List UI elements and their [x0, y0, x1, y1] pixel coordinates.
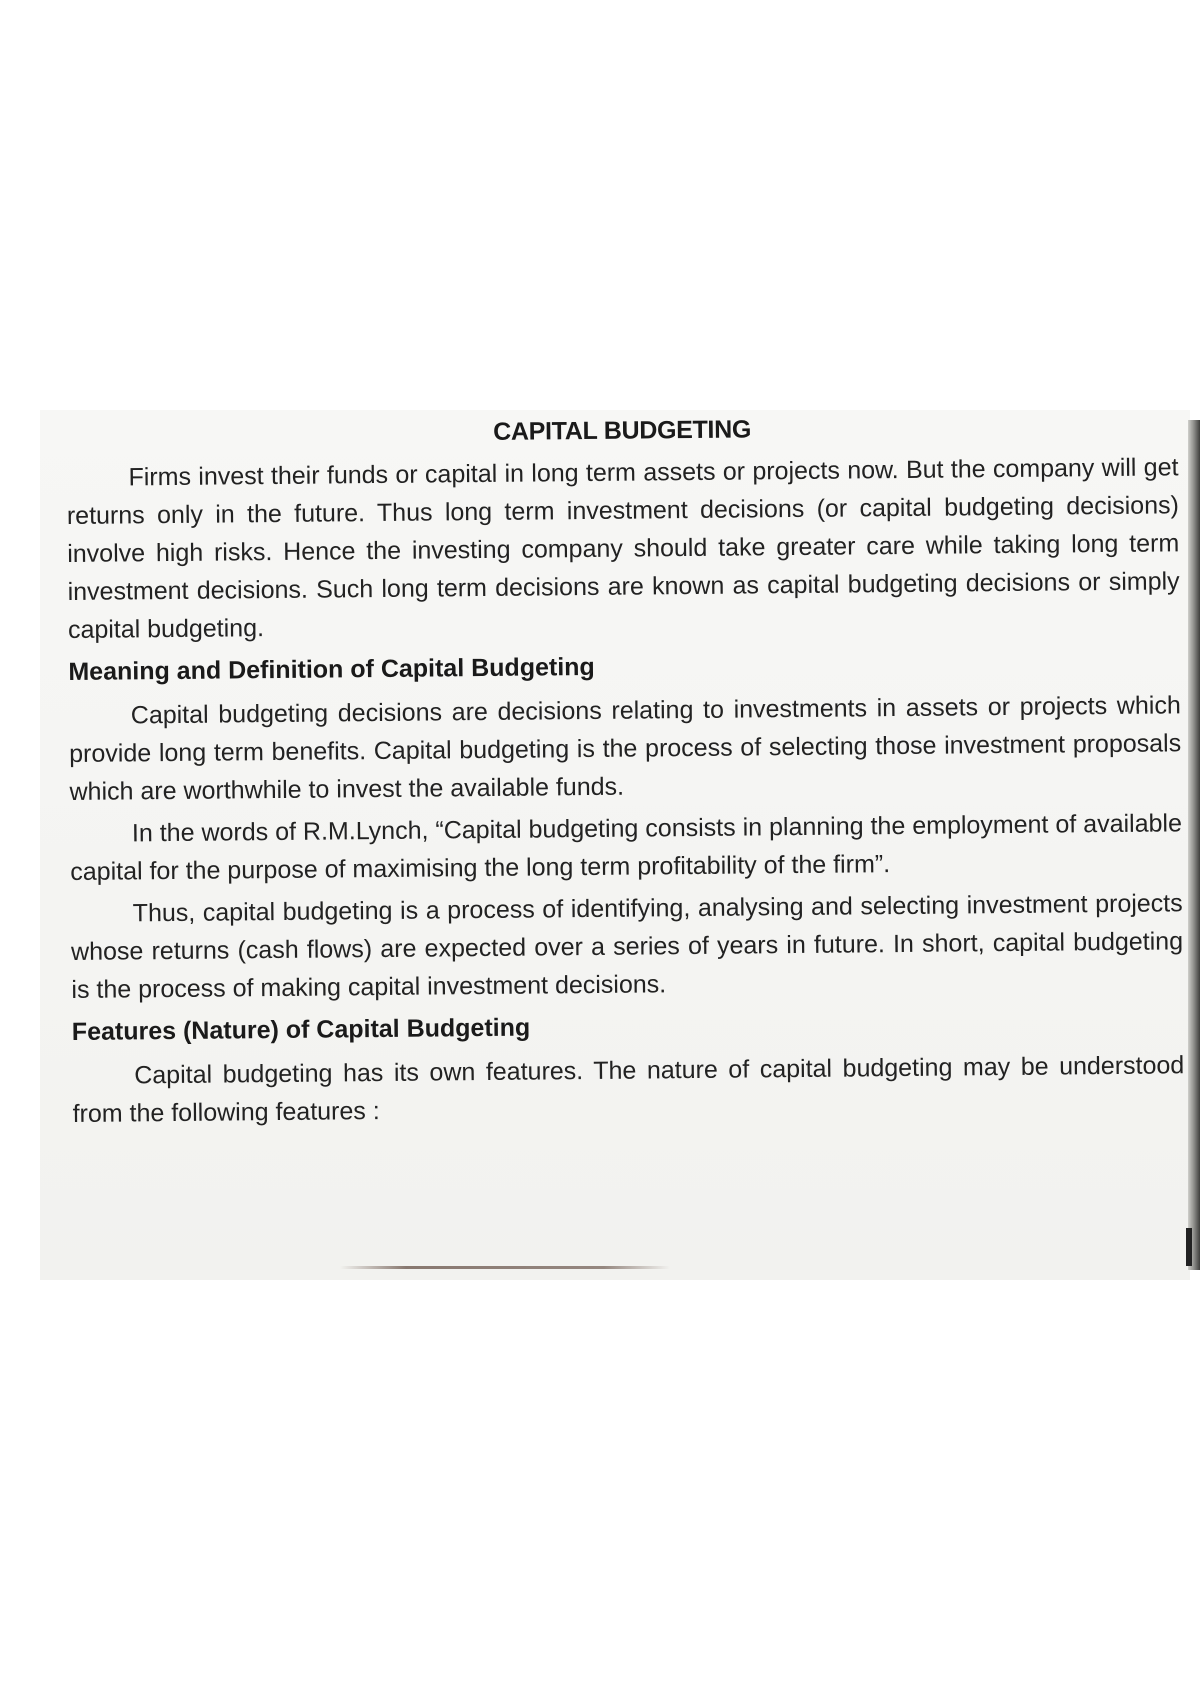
meaning-paragraph-2: In the words of R.M.Lynch, “Capital budgeting consists in planning the employment of available capital for the purpose of maximising the long term profitability of the firm”.: [70, 809, 1183, 886]
features-paragraph-1: Capital budgeting has its own features. The nature of capital budgeting may be understood from the following features :: [72, 1051, 1185, 1128]
meaning-paragraph-1: Capital budgeting decisions are decisions relating to investments in assets or projects which provide long term benefits. Capital budgeting is the process of selecting those investment proposals which are worthwhile to invest the available funds.: [69, 691, 1182, 806]
meaning-paragraph-3: Thus, capital budgeting is a process of identifying, analysing and selecting investment projects whose returns (cash flows) are expected over a series of years in future. In short, capital budgeting is the process of making capital investment decisions.: [70, 889, 1184, 1004]
document-body: [66, 411, 1185, 1137]
document-title: CAPITAL BUDGETING: [493, 415, 752, 446]
bottom-rule: [340, 1266, 670, 1269]
intro-paragraph: Firms invest their funds or capital in long term assets or projects now. But the company will get returns only in the future. Thus long term investment decisions (or capital budgeting decisions) involve high risks. Hence the investing company should take greater care while taking long term investment decisions. Such long term decisions are known as capital budgeting decisions or simply capital budgeting.: [66, 453, 1180, 644]
page-corner-mark: [1186, 1228, 1192, 1266]
section-heading-features: Features (Nature) of Capital Budgeting: [71, 1013, 531, 1046]
page-edge-shadow: [1188, 420, 1200, 1270]
section-heading-meaning: Meaning and Definition of Capital Budgeting: [68, 652, 595, 686]
